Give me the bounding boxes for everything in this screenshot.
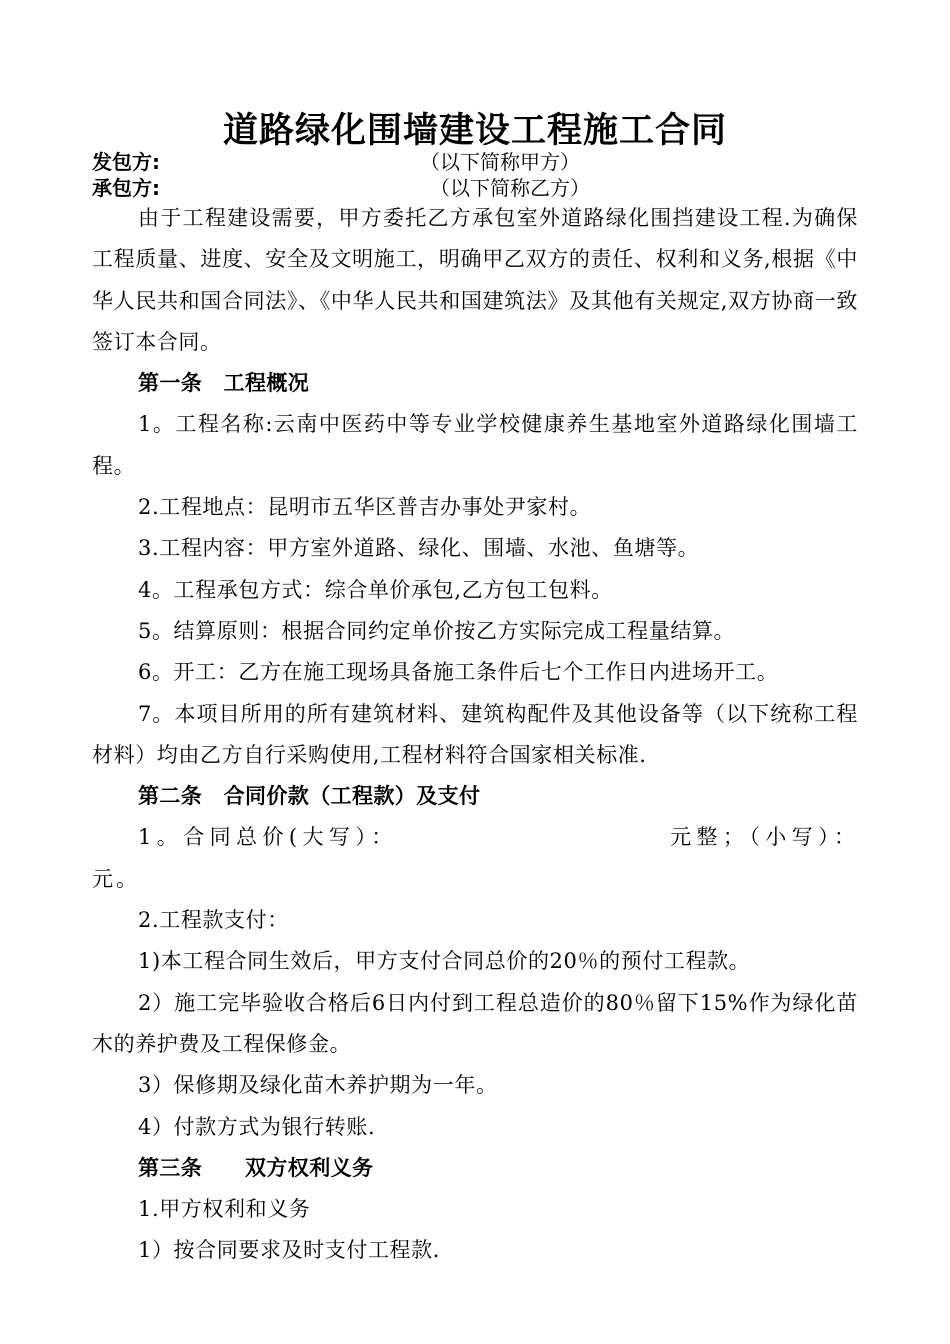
article1-item: 4。工程承包方式：综合单价承包,乙方包工包料。: [138, 577, 613, 602]
article3-item: 1.甲方权利和义务: [138, 1197, 311, 1222]
party-a-line: [92, 150, 862, 174]
article1-item: 7。本项目所用的所有建筑材料、建筑构配件及其他设备等（以下统称工程材料）均由乙方自行采购使用,工程材料符合国家相关标准.: [92, 701, 858, 767]
article1-item: 6。开工：乙方在施工现场具备施工条件后七个工作日内进场开工。: [138, 660, 779, 685]
article2-item: 3）保修期及绿化苗木养护期为一年。: [138, 1073, 498, 1098]
party-a-note: （以下简称甲方）: [420, 150, 580, 174]
article1-item: 3.工程内容：甲方室外道路、绿化、围墙、水池、鱼塘等。: [138, 536, 700, 561]
article1-item: 1。工程名称:云南中医药中等专业学校健康养生基地室外道路绿化围墙工程。: [92, 412, 858, 478]
contract-body: [92, 198, 858, 1272]
contract-price-label: 1。合同总价(大写）：: [138, 825, 398, 850]
party-a-label: 发包方:: [92, 150, 160, 174]
article3-item: 1）按合同要求及时支付工程款.: [138, 1238, 441, 1263]
party-b-line: [92, 176, 862, 200]
article2-item: 4）付款方式为银行转账.: [138, 1114, 376, 1139]
article2-item: 1)本工程合同生效后，甲方支付合同总价的20％的预付工程款。: [138, 949, 751, 974]
article3-heading: 第三条 双方权利义务: [138, 1155, 374, 1180]
document-title: 道路绿化围墙建设工程施工合同: [222, 111, 727, 151]
article1-heading: 第一条 工程概况: [138, 371, 310, 396]
article2-heading: 第二条 合同价款（工程款）及支付: [138, 784, 481, 809]
intro-paragraph: 由于工程建设需要，甲方委托乙方承包室外道路绿化围挡建设工程.为确保工程质量、进度、安全及文明施工，明确甲乙双方的责任、权利和义务,根据《中华人民共和国合同法》、《中华人民共和国建筑法》及其他有关规定,双方协商一致签订本合同。: [92, 206, 858, 354]
party-b-note: （以下简称乙方）: [430, 176, 590, 200]
contract-price-line: [92, 817, 858, 900]
article1-item: 5。结算原则：根据合同约定单价按乙方实际完成工程量结算。: [138, 618, 736, 643]
article1-item: 2.工程地点：昆明市五华区普吉办事处尹家村。: [138, 495, 592, 520]
party-b-label: 承包方:: [92, 176, 160, 200]
contract-price-suffix: 元整；（小写）：元。: [92, 825, 858, 891]
article2-item: 2）施工完毕验收合格后6日内付到工程总造价的80％留下15%作为绿化苗木的养护费及工程保修金。: [92, 990, 858, 1056]
article2-item: 2.工程款支付：: [138, 908, 289, 933]
